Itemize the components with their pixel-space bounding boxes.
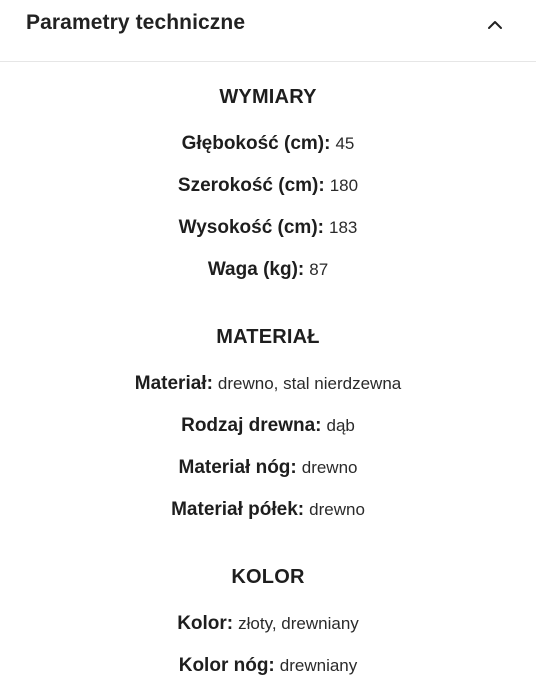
spec-label: Materiał nóg: <box>178 457 297 478</box>
spec-label: Wysokość (cm): <box>178 217 324 238</box>
spec-label: Waga (kg): <box>207 259 305 280</box>
spec-row <box>0 174 536 199</box>
spec-label: Szerokość (cm): <box>177 175 325 196</box>
spec-label: Kolor: <box>177 613 234 634</box>
section-heading-wymiary: WYMIARY <box>219 86 317 108</box>
spec-label: Kolor nóg: <box>178 655 275 676</box>
spec-value: 180 <box>329 176 359 195</box>
spec-value: 45 <box>335 134 355 153</box>
spec-value: złoty, drewniany <box>238 614 359 633</box>
accordion-title: Parametry techniczne <box>26 11 246 34</box>
spec-row <box>0 456 536 481</box>
spec-row <box>0 132 536 157</box>
accordion-header[interactable] <box>0 0 536 62</box>
section-heading-material: MATERIAŁ <box>216 326 320 348</box>
spec-label: Rodzaj drewna: <box>181 415 322 436</box>
chevron-up-icon[interactable] <box>484 14 506 36</box>
spec-row <box>0 498 536 523</box>
spec-row <box>0 216 536 241</box>
spec-value: drewno <box>301 458 358 477</box>
spec-value: drewno, stal nierdzewna <box>217 374 402 393</box>
spec-row <box>0 612 536 637</box>
spec-label: Głębokość (cm): <box>181 133 331 154</box>
spec-value: dąb <box>326 416 355 435</box>
spec-value: 183 <box>328 218 358 237</box>
spec-row <box>0 414 536 439</box>
spec-value: drewniany <box>279 656 358 675</box>
spec-label: Materiał półek: <box>171 499 305 520</box>
spec-value: 87 <box>309 260 329 279</box>
spec-row <box>0 654 536 679</box>
spec-value: drewno <box>309 500 365 519</box>
section-heading-kolor: KOLOR <box>231 566 305 588</box>
spec-row <box>0 372 536 397</box>
spec-label: Materiał: <box>134 373 213 394</box>
spec-row <box>0 258 536 283</box>
